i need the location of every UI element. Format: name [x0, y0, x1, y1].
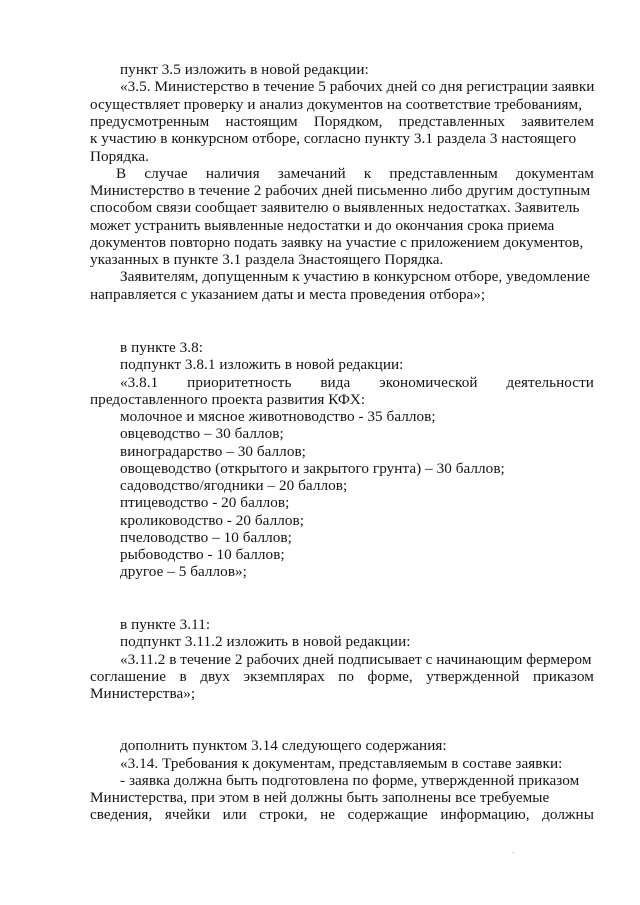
word: экземплярах: [243, 668, 325, 685]
word: наличия: [205, 165, 260, 182]
word: предусмотренным: [90, 113, 210, 130]
list-item: виноградарство – 30 баллов;: [120, 443, 306, 460]
scan-speck: [512, 852, 514, 853]
word: представленных: [398, 113, 505, 130]
list-item: кролиководство - 20 баллов;: [120, 512, 304, 529]
word: В: [116, 165, 127, 182]
justified-line: [90, 806, 594, 823]
word: сведения,: [90, 806, 153, 823]
text-line: указанных в пункте 3.1 раздела 3настоящего Порядка.: [90, 251, 444, 268]
word: к: [363, 165, 372, 182]
list-item: молочное и мясное животноводство - 35 баллов;: [120, 408, 436, 425]
justified-line: [90, 668, 594, 685]
text-line: осуществляет проверку и анализ документов на соответствие требованиям,: [90, 96, 583, 113]
word: заявителем: [521, 113, 594, 130]
word: деятельности: [506, 374, 594, 391]
word: вида: [320, 374, 351, 391]
text-line: «3.14. Требования к документам, представляемым в составе заявки:: [120, 755, 563, 772]
text-line: в пункте 3.8:: [120, 339, 204, 356]
word: замечаний: [277, 165, 346, 182]
word: соглашение: [90, 668, 167, 685]
word: не: [320, 806, 336, 823]
text-line: «3.5. Министерство в течение 5 рабочих дней со дня регистрации заявки: [120, 78, 595, 95]
text-line: Заявителям, допущенным к участию в конкурсном отборе, уведомление: [120, 268, 590, 285]
list-item: птицеводство - 20 баллов;: [120, 494, 290, 511]
word: настоящим: [225, 113, 298, 130]
text-line: Порядка.: [90, 148, 149, 165]
text-line: к участию в конкурсном отборе, согласно пункту 3.1 раздела 3 настоящего: [90, 130, 577, 147]
word: по: [338, 668, 355, 685]
text-line: Министерство в течение 2 рабочих дней письменно либо другим доступным: [90, 182, 591, 199]
justified-line: [90, 165, 594, 182]
word: содержащие: [347, 806, 428, 823]
list-item: овцеводство – 30 баллов;: [120, 425, 284, 442]
word: строки,: [259, 806, 308, 823]
text-line: может устранить выявленные недостатки и до окончания срока приема: [90, 217, 555, 234]
text-line: в пункте 3.11:: [120, 616, 211, 633]
word: экономической: [379, 374, 478, 391]
text-line: способом связи сообщает заявителю о выявленных недостатках. Заявитель: [90, 199, 580, 216]
word: в: [179, 668, 187, 685]
text-line: подпункт 3.8.1 изложить в новой редакции:: [120, 356, 404, 373]
word: должны: [542, 806, 594, 823]
text-line: дополнить пунктом 3.14 следующего содержания:: [120, 737, 447, 754]
word: ячейки: [164, 806, 211, 823]
word: двух: [200, 668, 231, 685]
list-item: рыбоводство - 10 баллов;: [120, 546, 285, 563]
word: утвержденной: [426, 668, 520, 685]
word: документам: [515, 165, 594, 182]
word: приоритетность: [187, 374, 292, 391]
word: приказом: [532, 668, 594, 685]
list-item: другое – 5 баллов»;: [120, 563, 247, 580]
text-line: «3.11.2 в течение 2 рабочих дней подписывает с начинающим фермером: [120, 651, 592, 668]
word: или: [222, 806, 247, 823]
justified-line: [90, 113, 594, 130]
word: случае: [144, 165, 188, 182]
list-item: пчеловодство – 10 баллов;: [120, 529, 292, 546]
word: Порядком,: [313, 113, 383, 130]
word: форме,: [367, 668, 413, 685]
text-line: пункт 3.5 изложить в новой редакции:: [120, 61, 369, 78]
word: «3.8.1: [120, 374, 159, 391]
justified-line: [90, 374, 594, 391]
text-line: подпункт 3.11.2 изложить в новой редакции:: [120, 633, 411, 650]
list-item: овощеводство (открытого и закрытого грунта) – 30 баллов;: [120, 460, 505, 477]
list-item: садоводство/ягодники – 20 баллов;: [120, 477, 348, 494]
text-line: - заявка должна быть подготовлена по форме, утвержденной приказом: [120, 772, 580, 789]
text-line: Министерства»;: [90, 685, 196, 702]
word: информацию,: [440, 806, 530, 823]
text-line: направляется с указанием даты и места проведения отбора»;: [90, 286, 486, 303]
word: представленным: [389, 165, 498, 182]
text-line: предоставленного проекта развития КФХ:: [90, 391, 366, 408]
text-line: Министерства, при этом в ней должны быть заполнены все требуемые: [90, 789, 550, 806]
text-line: документов повторно подать заявку на участие с приложением документов,: [90, 234, 584, 251]
